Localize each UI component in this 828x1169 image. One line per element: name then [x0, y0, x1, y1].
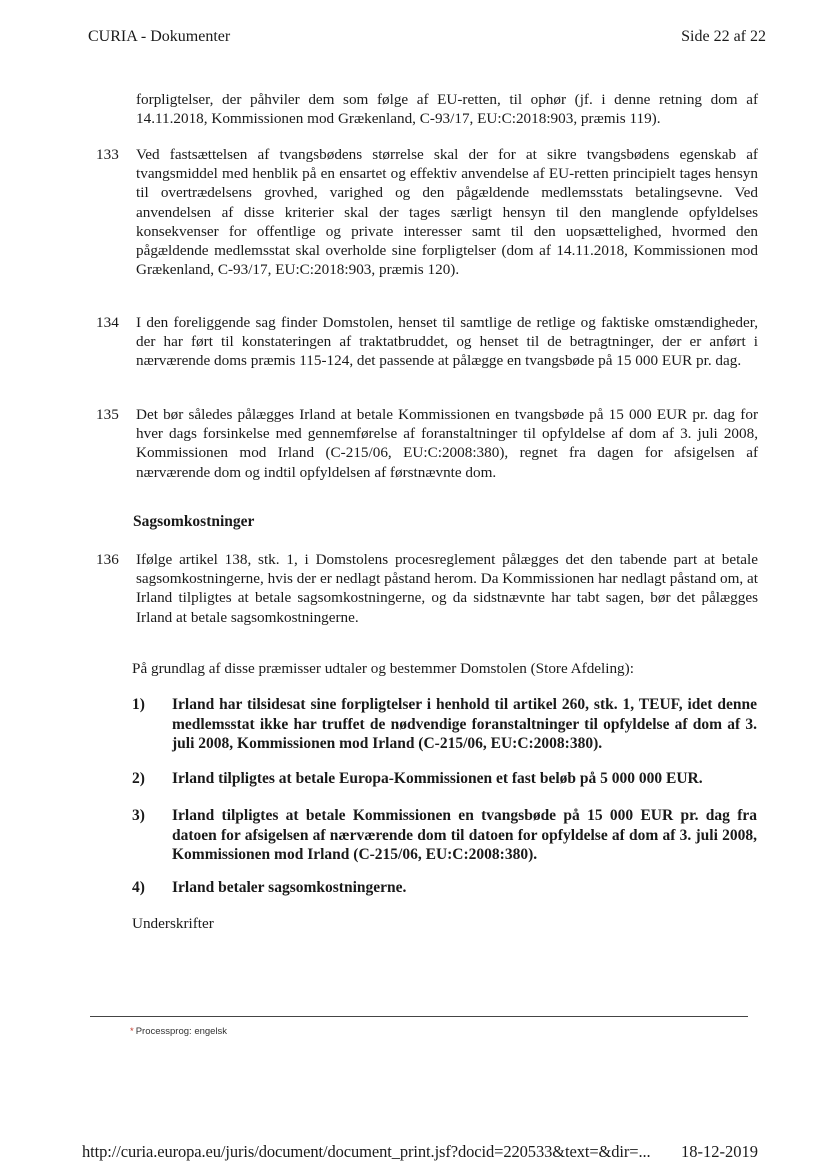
paragraph-text: I den foreliggende sag finder Domstolen, henset til samtlige de retlige og faktiske omstændigheder, der har ført til konstateringen af traktatbruddet, og henset til de betragtninger, der er anført i nærværende doms præmis 115-124, det passende at pålægge en tvangsbøde på 15 000 EUR pr. dag.: [136, 314, 758, 370]
footnote-divider: [90, 1016, 748, 1017]
paragraph-number: 133: [96, 146, 119, 163]
footer-url: http://curia.europa.eu/juris/document/document_print.jsf?docid=220533&text=&dir=...: [82, 1142, 651, 1161]
paragraph-text: Det bør således pålægges Irland at betale Kommissionen en tvangsbøde på 15 000 EUR pr. dag for hver dags forsinkelse med gennemførelse af foranstaltninger til opfyldelse af dom af 3. juli 2008, Kommissionen mod Irland (C-215/06, EU:C:2008:380), regnet fra dagen for afsigelsen af nærværende dom og indtil opfyldelsen af førstnævnte dom.: [136, 406, 758, 481]
ruling-text: Irland betaler sagsomkostningerne.: [172, 879, 407, 896]
footnote: [130, 1026, 227, 1037]
ruling-text: Irland tilpligtes at betale Kommissionen en tvangsbøde på 15 000 EUR pr. dag fra datoen for afsigelsen af nærværende dom til datoen for opfyldelse af dom af 3. juli 2008, Kommissionen mod Irland (C-215/06, EU:C:2008:380).: [172, 807, 757, 863]
paragraph-text: Ifølge artikel 138, stk. 1, i Domstolens procesreglement pålægges det den tabende part at betale sagsomkostningerne, hvis der er nedlagt påstand herom. Da Kommissionen har nedlagt påstand om, at Irland tilpligtes at betale sagsomkostningerne, og da sidstnævnte har tabt sagen, bør det pålægges Irland at betale sagsomkostningerne.: [136, 551, 758, 626]
paragraph-continuation: forpligtelser, der påhviler dem som følge af EU-retten, til ophør (jf. i denne retning dom af 14.11.2018, Kommissionen mod Grækenland, C-93/17, EU:C:2018:903, præmis 119).: [136, 91, 758, 128]
paragraph-text: Ved fastsættelsen af tvangsbødens størrelse skal der for at sikre tvangsbødens egenskab af tvangsmiddel med henblik på en ensartet og effektiv anvendelse af EU-retten principielt tages hensyn til overtrædelsens grovhed, varighed og den pågældende medlemsstats betalingsevne. Ved anvendelsen af disse kriterier skal der tages særligt hensyn til den manglende opfyldelses konsekvenser for offentlige og private interesser samt til den uopsættelighed, hvormed den pågældende medlemsstat skal overholde sine forpligtelser (dom af 14.11.2018, Kommissionen mod Grækenland, C-93/17, EU:C:2018:903, præmis 120).: [136, 146, 758, 279]
ruling-number: 4): [132, 879, 145, 896]
signatures: Underskrifter: [132, 915, 214, 932]
footnote-text: Processprog: engelsk: [135, 1026, 228, 1037]
paragraph-number: 135: [96, 406, 119, 423]
ruling-text: Irland tilpligtes at betale Europa-Kommissionen et fast beløb på 5 000 000 EUR.: [172, 770, 703, 787]
ruling-item: [132, 695, 757, 754]
page-number: Side 22 af 22: [681, 28, 766, 45]
paragraph-number: 136: [96, 551, 119, 568]
footnote-marker[interactable]: *: [130, 1026, 134, 1037]
ruling-item: [132, 878, 757, 898]
paragraph-number: 134: [96, 314, 119, 331]
page-header-title: CURIA - Dokumenter: [88, 28, 231, 45]
ruling-item: [132, 806, 757, 865]
section-heading: Sagsomkostninger: [133, 513, 255, 530]
ruling-intro: På grundlag af disse præmisser udtaler og bestemmer Domstolen (Store Afdeling):: [132, 660, 634, 677]
ruling-number: 2): [132, 770, 145, 787]
footer-date: 18-12-2019: [681, 1142, 758, 1161]
ruling-item: [132, 769, 757, 789]
ruling-text: Irland har tilsidesat sine forpligtelser i henhold til artikel 260, stk. 1, TEUF, idet denne medlemsstat ikke har truffet de nødvendige foranstaltninger til opfyldelse af dom af 3. juli 2008, Kommissionen mod Irland (C-215/06, EU:C:2008:380).: [172, 696, 757, 752]
ruling-number: 1): [132, 696, 145, 713]
ruling-number: 3): [132, 807, 145, 824]
